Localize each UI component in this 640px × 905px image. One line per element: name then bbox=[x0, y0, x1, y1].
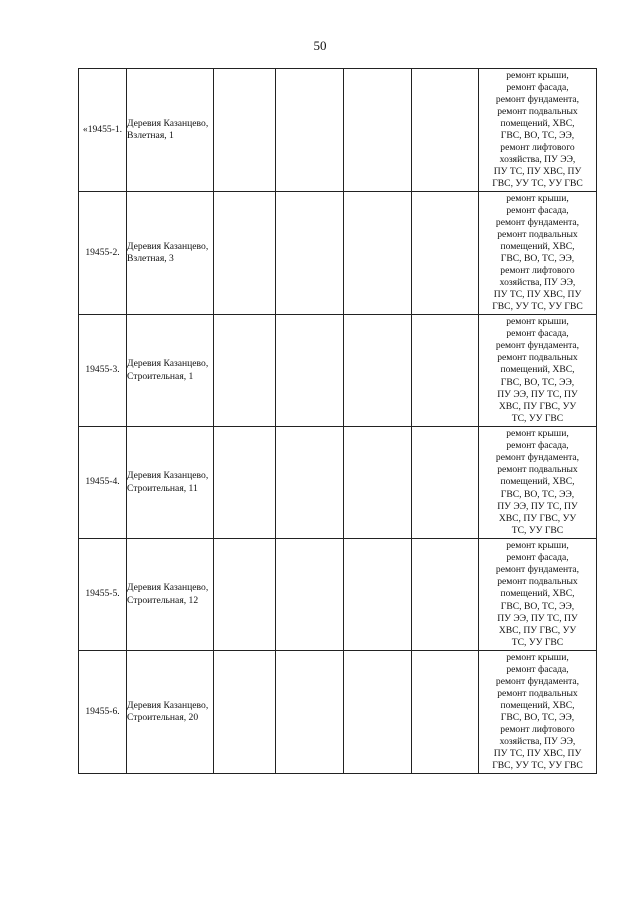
work-line: ГВС, ВО, ТС, ЭЭ, bbox=[500, 600, 575, 612]
work-line: ремонт фасада, bbox=[506, 81, 569, 93]
empty-cell bbox=[214, 315, 276, 427]
row-number: 19455-6. bbox=[79, 651, 127, 774]
row-address: Деревия Казанцево, Взлетная, 3 bbox=[127, 192, 214, 315]
work-line: ГВС, ВО, ТС, ЭЭ, bbox=[500, 376, 575, 388]
row-number: 19455-3. bbox=[79, 315, 127, 427]
work-line: ремонт фасада, bbox=[506, 204, 569, 216]
work-line: ремонт фасада, bbox=[506, 440, 569, 452]
empty-cell bbox=[214, 69, 276, 192]
work-line: ХВС, ПУ ГВС, УУ bbox=[498, 624, 577, 636]
empty-cell bbox=[344, 315, 412, 427]
empty-cell bbox=[344, 539, 412, 651]
empty-cell bbox=[412, 69, 479, 192]
table-row bbox=[79, 427, 597, 539]
work-line: ремонт подвальных bbox=[497, 105, 578, 117]
work-line: ремонт крыши, bbox=[506, 69, 569, 81]
row-works bbox=[479, 539, 597, 651]
work-line: ГВС, ВО, ТС, ЭЭ, bbox=[500, 130, 575, 141]
work-line: ПУ ТС, ПУ ХВС, ПУ bbox=[493, 289, 582, 301]
work-line: ремонт лифтового bbox=[500, 142, 575, 154]
work-line: ремонт фасада, bbox=[506, 663, 569, 675]
work-line: ремонт фасада, bbox=[506, 552, 569, 564]
work-line: ПУ ТС, ПУ ХВС, ПУ bbox=[493, 748, 582, 760]
row-number: 19455-5. bbox=[79, 539, 127, 651]
work-line: хозяйства, ПУ ЭЭ, bbox=[499, 154, 576, 166]
work-line: ГВС, ВО, ТС, ЭЭ, bbox=[500, 488, 575, 500]
work-line: ГВС, УУ ТС, УУ ГВС bbox=[492, 178, 583, 190]
empty-cell bbox=[412, 427, 479, 539]
empty-cell bbox=[412, 539, 479, 651]
work-line: ремонт лифтового bbox=[500, 265, 575, 277]
work-line: ремонт фундамента, bbox=[495, 675, 580, 687]
work-line: ТС, УУ ГВС bbox=[511, 412, 564, 424]
work-line: ремонт подвальных bbox=[497, 352, 578, 364]
work-line: ремонт фундамента, bbox=[495, 452, 580, 464]
work-line: помещений, ХВС, bbox=[500, 240, 575, 252]
row-number: «19455-1. bbox=[79, 69, 127, 192]
work-line: ремонт крыши, bbox=[506, 316, 569, 328]
row-address: Деревия Казанцево, Строительная, 11 bbox=[127, 427, 214, 539]
empty-cell bbox=[276, 427, 344, 539]
work-line: ГВС, ВО, ТС, ЭЭ, bbox=[500, 712, 575, 723]
work-line: ХВС, ПУ ГВС, УУ bbox=[498, 400, 577, 412]
work-line: помещений, ХВС, bbox=[500, 699, 575, 711]
table-body bbox=[79, 69, 597, 774]
work-line: ГВС, УУ ТС, УУ ГВС bbox=[492, 760, 583, 772]
work-line: ТС, УУ ГВС bbox=[511, 524, 564, 536]
empty-cell bbox=[412, 651, 479, 774]
works-table bbox=[78, 68, 597, 774]
work-line: ХВС, ПУ ГВС, УУ bbox=[498, 512, 577, 524]
empty-cell bbox=[412, 192, 479, 315]
table-row bbox=[79, 192, 597, 315]
table-row bbox=[79, 315, 597, 427]
page-number: 50 bbox=[313, 38, 327, 53]
empty-cell bbox=[214, 539, 276, 651]
work-line: ремонт фундамента, bbox=[495, 340, 580, 352]
row-works bbox=[479, 315, 597, 427]
work-line: ГВС, УУ ТС, УУ ГВС bbox=[492, 301, 583, 313]
work-line: ремонт подвальных bbox=[497, 576, 578, 588]
row-number: 19455-2. bbox=[79, 192, 127, 315]
work-line: ремонт крыши, bbox=[506, 428, 569, 440]
work-line: помещений, ХВС, bbox=[500, 364, 575, 376]
work-line: ПУ ЭЭ, ПУ ТС, ПУ bbox=[497, 500, 578, 512]
empty-cell bbox=[344, 427, 412, 539]
work-line: ремонт фундамента, bbox=[495, 93, 580, 105]
empty-cell bbox=[344, 69, 412, 192]
row-address: Деревия Казанцево, Взлетная, 1 bbox=[127, 69, 214, 192]
empty-cell bbox=[276, 315, 344, 427]
row-address: Деревия Казанцево, Строительная, 12 bbox=[127, 539, 214, 651]
row-works bbox=[479, 427, 597, 539]
work-line: ГВС, ВО, ТС, ЭЭ, bbox=[500, 253, 575, 264]
row-number: 19455-4. bbox=[79, 427, 127, 539]
work-line: ремонт крыши, bbox=[506, 540, 569, 552]
work-line: ПУ ЭЭ, ПУ ТС, ПУ bbox=[497, 388, 578, 400]
work-line: помещений, ХВС, bbox=[500, 476, 575, 488]
work-line: ПУ ТС, ПУ ХВС, ПУ bbox=[493, 166, 582, 178]
work-line: ремонт лифтового bbox=[500, 724, 575, 736]
work-line: помещений, ХВС, bbox=[500, 588, 575, 600]
work-line: помещений, ХВС, bbox=[500, 117, 575, 129]
empty-cell bbox=[276, 69, 344, 192]
empty-cell bbox=[344, 192, 412, 315]
work-line: ПУ ЭЭ, ПУ ТС, ПУ bbox=[497, 612, 578, 624]
row-address: Деревия Казанцево, Строительная, 20 bbox=[127, 651, 214, 774]
empty-cell bbox=[276, 651, 344, 774]
empty-cell bbox=[276, 192, 344, 315]
work-line: ремонт крыши, bbox=[506, 651, 569, 663]
empty-cell bbox=[214, 651, 276, 774]
work-line: ремонт фундамента, bbox=[495, 216, 580, 228]
table-row bbox=[79, 69, 597, 192]
empty-cell bbox=[276, 539, 344, 651]
empty-cell bbox=[214, 192, 276, 315]
work-line: ремонт подвальных bbox=[497, 464, 578, 476]
row-works bbox=[479, 192, 597, 315]
work-line: ремонт крыши, bbox=[506, 192, 569, 204]
table-row bbox=[79, 539, 597, 651]
empty-cell bbox=[214, 427, 276, 539]
work-line: ремонт фундамента, bbox=[495, 564, 580, 576]
work-line: хозяйства, ПУ ЭЭ, bbox=[499, 736, 576, 748]
work-line: ремонт фасада, bbox=[506, 328, 569, 340]
work-line: хозяйства, ПУ ЭЭ, bbox=[499, 277, 576, 289]
row-works bbox=[479, 651, 597, 774]
empty-cell bbox=[412, 315, 479, 427]
work-line: ремонт подвальных bbox=[497, 228, 578, 240]
work-line: ТС, УУ ГВС bbox=[511, 636, 564, 648]
row-address: Деревия Казанцево, Строительная, 1 bbox=[127, 315, 214, 427]
work-line: ремонт подвальных bbox=[497, 687, 578, 699]
empty-cell bbox=[344, 651, 412, 774]
row-works bbox=[479, 69, 597, 192]
table-row bbox=[79, 651, 597, 774]
